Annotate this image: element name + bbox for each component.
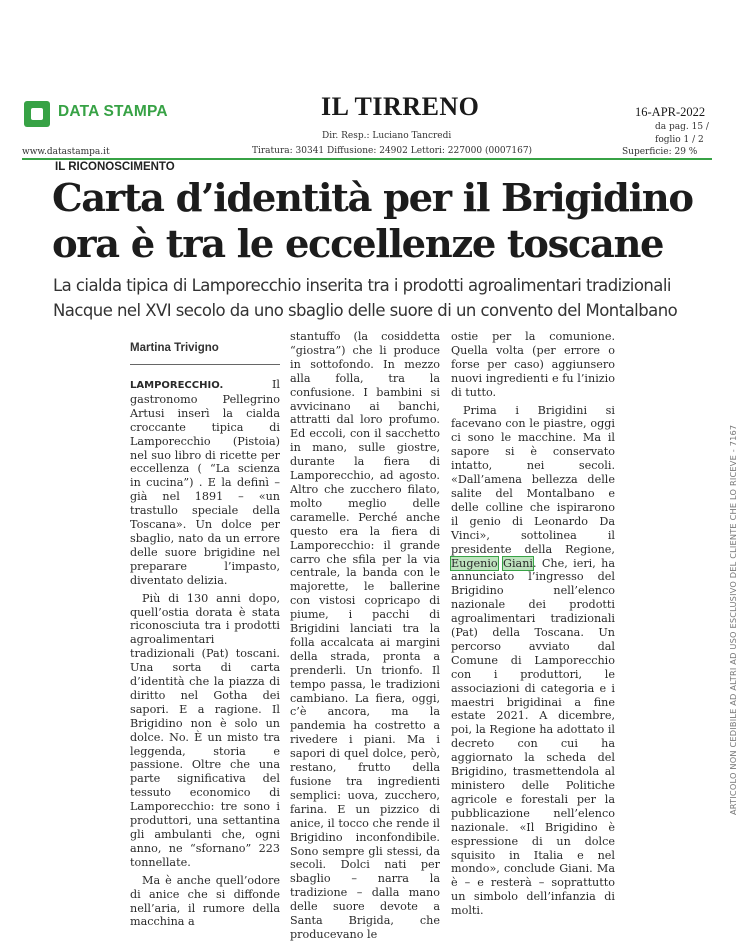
- paragraph-text: . Che, ieri, ha annunciato l’ingresso del Brigidino nell’elenco nazionale dei prodotti agroalimentari tradizionali (Pat) della Toscana. Un percorso avviato dal Comune di Lamporecchio con i produttori, le associazioni di categoria e i maestri brigidinai a fine estate 2021. A dicembre, poi, la Regione ha adottato il decreto con cui ha aggiornato la scheda del Brigidino, trasmettendola al ministero delle Politiche agricole e forestali per la pubblicazione nell’elenco nazionale. «Il Brigidino è espressione di un dolce squisito in Italia e nel mondo», conclude Giani. Ma è – e resterà – soprattutto un simbolo dell’infanzia di molti.: [451, 556, 615, 918]
- dateline: LAMPORECCHIO.: [130, 380, 224, 391]
- highlighted-name-first: Eugenio: [451, 556, 498, 570]
- sheet-number: foglio 1 / 2: [655, 135, 704, 145]
- paragraph: stantuffo (la cosiddetta “giostra”) che li produce in sottofondo. In mezzo alla folla, tra la confusione. I bambini si avvicinano ai banchi, attratti dal loro profumo. Ed eccoli, con il sacchetto in mano, sulle giostre, durante la fiera di Lamporecchio, ad agosto. Altro che zucchero filato, molto meglio delle caramelle. Perché anche questo era la fiera di Lamporecchio: il grande carro che sfila per la via centrale, la banda con le majorette, le ballerine con vistosi copricapo di piume, i pacchi di Brigidini lanciati tra la folla accalcata ai margini della strada, pronta a prenderli. Un trionfo. Il tempo passa, le tradizioni cambiano. La fiera, oggi, c’è ancora, ma la pandemia ha costretto a rivedere i piani. Ma i sapori di quel dolce, però, restano, frutto della fusione tra ingredienti semplici: uova, zucchero, farina. E un pizzico di anice, il tocco che rende il Brigidino inconfondibile. Sono sempre gli stessi, da secoli. Dolci nati per sbaglio – narra la tradizione – dalla mano delle suore devote a Santa Brigida, che producevano le: [290, 330, 440, 941]
- article-column-3: [451, 330, 615, 918]
- paragraph: [130, 378, 280, 588]
- circulation-line: Tiratura: 30341 Diffusione: 24902 Lettori: 227000 (0007167): [252, 146, 533, 156]
- data-stampa-logo-icon: [24, 101, 50, 127]
- headline-line-1: Carta d’identità per il Brigidino: [52, 176, 693, 221]
- headline-line-2: ora è tra le eccellenze toscane: [52, 222, 664, 267]
- header-divider: [22, 158, 712, 160]
- byline-divider: [130, 364, 280, 365]
- page-number: da pag. 15 /: [655, 122, 709, 132]
- article-column-2: [290, 330, 440, 942]
- article-column-1: [130, 378, 280, 929]
- author-byline: Martina Trivigno: [130, 342, 219, 354]
- vertical-copyright-notice: ARTICOLO NON CEDIBILE AD ALTRI AD USO ESCLUSIVO DEL CLIENTE CHE LO RICEVE - 7167: [728, 424, 738, 815]
- subtitle-line-1: La cialda tipica di Lamporecchio inserita tra i prodotti agroalimentari tradizionali: [53, 276, 671, 295]
- paragraph: Ma è anche quell’odore di anice che si diffonde nell’aria, il rumore della macchina a: [130, 873, 280, 929]
- paragraph-text: Il gastronomo Pellegrino Artusi inserì la cialda croccante tipica di Lamporecchio (Pistoia) nel suo libro di ricette per eccellenza ( “La scienza in cucina”) . E la definì – già nel 1891 – «un trastullo speciale della Toscana». Un dolce per sbaglio, nato da un errore delle suore brigidine nel preparare l’impasto, diventato delizia.: [130, 378, 280, 587]
- headline: [52, 176, 732, 268]
- brand-name: DATA STAMPA: [58, 103, 168, 120]
- director-line: Dir. Resp.: Luciano Tancredi: [322, 131, 452, 141]
- paragraph-text: Prima i Brigidini si facevano con le piastre, oggi ci sono le macchine. Ma il sapore si è conservato intatto, nei secoli. «Dall’amena bellezza delle salite del Montalbano e delle colline che ispirarono il genio di Leonardo Da Vinci», sottolinea il presidente della Regione,: [451, 403, 615, 556]
- newspaper-title: IL TIRRENO: [321, 92, 480, 121]
- paragraph: [451, 404, 615, 919]
- paragraph: ostie per la comunione. Quella volta (per errore o forse per caso) aggiunsero nuovi ingredienti e fu l’inizio di tutto.: [451, 330, 615, 399]
- surface-percent: Superficie: 29 %: [622, 147, 698, 157]
- highlighted-name-last: Giani: [503, 556, 533, 570]
- subtitle-line-2: Nacque nel XVI secolo da uno sbaglio delle suore di un convento del Montalbano: [53, 301, 678, 320]
- section-label: IL RICONOSCIMENTO: [55, 161, 175, 173]
- website-link[interactable]: www.datastampa.it: [22, 147, 110, 157]
- publication-date: 16-APR-2022: [635, 105, 706, 119]
- paragraph: Più di 130 anni dopo, quell’ostia dorata è stata riconosciuta tra i prodotti agroalimentari tradizionali (Pat) toscani. Una sorta di carta d’identità che la piazza di diritto nel Gotha dei sapori. E a ragione. Il Brigidino non è solo un dolce. No. È un misto tra leggenda, storia e passione. Oltre che una parte significativa del tessuto economico di Lamporecchio: tre sono i produttori, una settantina gli ambulanti che, ogni anno, ne “sfornano” 223 tonnellate.: [130, 591, 280, 869]
